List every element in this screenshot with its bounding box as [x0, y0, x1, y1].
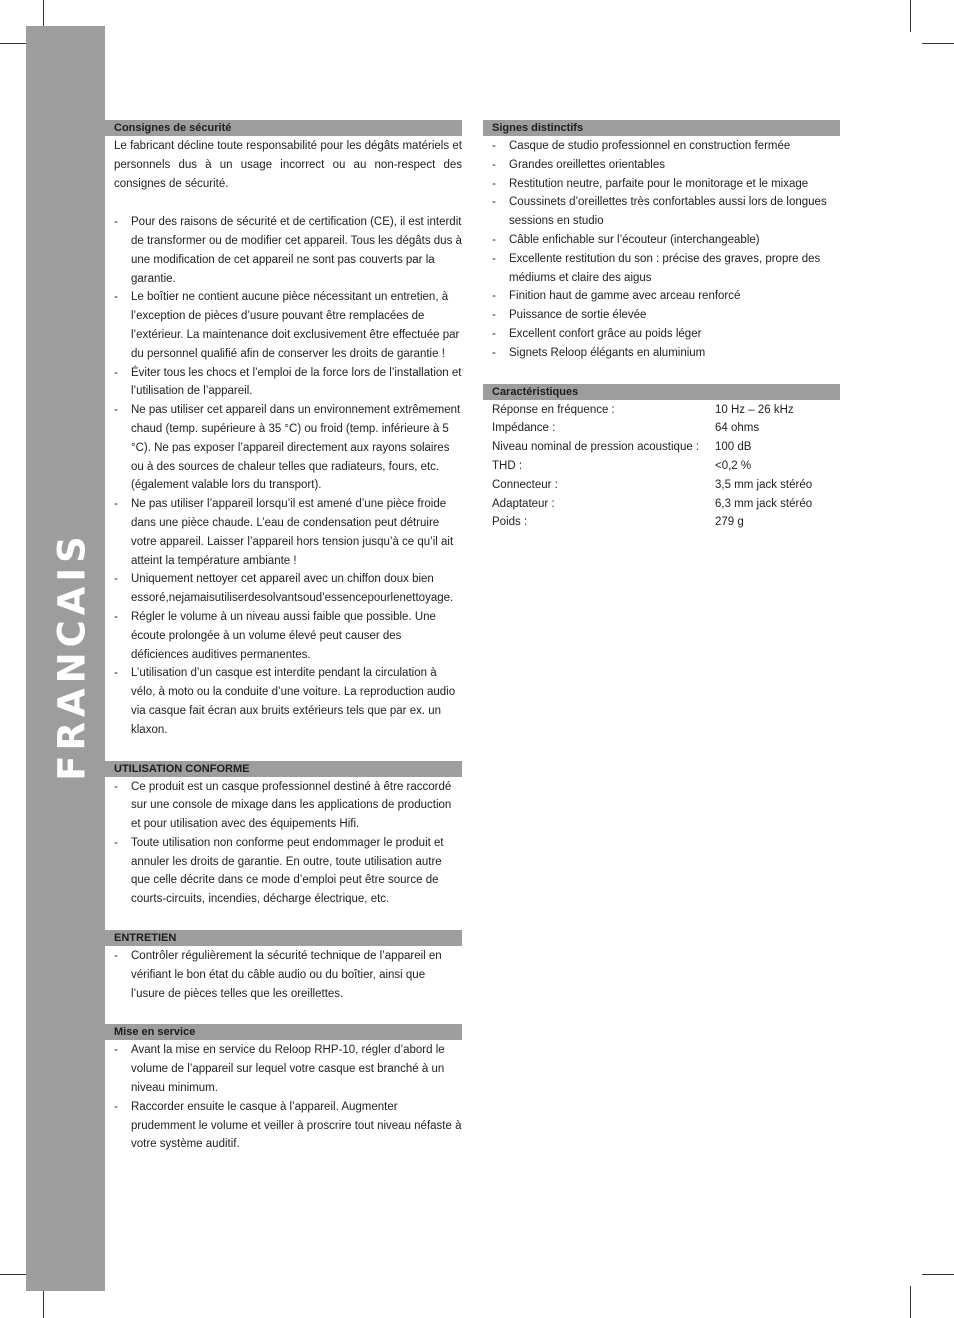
- specs-heading: Caractéristiques: [483, 384, 840, 400]
- intended-use-heading: UTILISATION CONFORME: [105, 761, 462, 777]
- spec-value: <0,2 %: [715, 459, 752, 472]
- crop-mark: [922, 1274, 954, 1275]
- list-item: - Excellent confort grâce au poids léger: [492, 327, 702, 340]
- list-item: - Contrôler régulièrement la sécurité technique de l’appareil en vérifiant le bon état du câble audio ou du boîtier, ainsi que l’usure de pièces telles que les oreillettes.: [114, 950, 442, 1000]
- list-item: - Régler le volume à un niveau aussi faible que possible. Une écoute prolongée à un volume élevé peut causer des déficiences auditives permanentes.: [114, 610, 436, 661]
- features-heading: Signes distinctifs: [483, 120, 840, 136]
- list-item: - Ce produit est un casque professionnel destiné à être raccordé sur une console de mixage dans les applications de production et pour utilisation avec des équipements Hifi.: [114, 780, 452, 831]
- specs-table: [483, 401, 840, 533]
- crop-mark: [910, 0, 911, 32]
- features-list: [483, 137, 840, 363]
- spec-row: [483, 457, 840, 476]
- list-item: - Ne pas utiliser l’appareil lorsqu’il est amené d’une pièce froide dans une pièce chaude. L’eau de condensation peut détruire votre appareil. Laisser l’appareil hors tension jusqu’à ce qu’il ait atteint la température ambiante !: [114, 498, 454, 567]
- list-item: - Restitution neutre, parfaite pour le monitorage et le mixage: [492, 177, 809, 190]
- spec-label: Poids :: [492, 516, 528, 529]
- list-item: - Avant la mise en service du Reloop RHP-10, régler d’abord le volume de l’appareil sur lequel votre casque est branché à un niveau minimum.: [114, 1044, 445, 1095]
- spec-value: 100 dB: [715, 441, 752, 454]
- spec-value: 64 ohms: [715, 422, 760, 435]
- safety-list: [105, 213, 462, 739]
- spec-label: Adaptateur :: [492, 497, 555, 510]
- list-item: - Le boîtier ne contient aucune pièce nécessitant un entretien, à l’exception de pièces d’usure pouvant être remplacées de l’extérieur. La maintenance doit exclusivement être effectuée par du personnel qualifié afin de conserver les droits de garantie !: [114, 291, 460, 360]
- spec-label: THD :: [492, 459, 523, 472]
- list-item: - Puissance de sortie élevée: [492, 309, 647, 322]
- spec-label: Impédance :: [492, 422, 556, 435]
- setup-list: [105, 1041, 462, 1154]
- list-item: - Raccorder ensuite le casque à l’appareil. Augmenter prudemment le volume et veiller à proscrire tout niveau néfaste à votre système auditif.: [114, 1100, 462, 1151]
- crop-mark: [910, 1286, 911, 1318]
- list-item: - Éviter tous les chocs et l’emploi de la force lors de l’installation et l’utilisation de l’appareil.: [114, 366, 462, 398]
- list-item: - Casque de studio professionnel en construction fermée: [492, 140, 791, 152]
- spec-row: [483, 476, 840, 495]
- list-item: - Signets Reloop élégants en aluminium: [492, 346, 706, 359]
- list-item: - Excellente restitution du son : précise des graves, propre des médiums et claire des aigus: [492, 252, 821, 284]
- list-item: - L’utilisation d’un casque est interdite pendant la circulation à vélo, à moto ou la conduite d’une voiture. La reproduction audio via casque fait écran aux bruits extérieurs tels que par ex. un klaxon.: [114, 667, 456, 736]
- list-item: - Grandes oreillettes orientables: [492, 158, 665, 171]
- maintenance-heading: ENTRETIEN: [105, 930, 462, 946]
- safety-intro: Le fabricant décline toute responsabilité pour les dégâts matériels et personnels dus à un usage incorrect ou au non-respect des consignes de sécurité.: [114, 140, 462, 190]
- list-item: - Finition haut de gamme avec arceau renforcé: [492, 290, 741, 303]
- right-column: [483, 120, 840, 532]
- spec-row: [483, 419, 840, 438]
- list-item: - Câble enfichable sur l’écouteur (interchangeable): [492, 233, 760, 246]
- list-item: - Uniquement nettoyer cet appareil avec un chiffon doux bien essoré,nejamaisutiliserdesolvantsoud’essencepourlenettoyage.: [114, 573, 454, 605]
- maintenance-list: [105, 947, 462, 1003]
- setup-heading: Mise en service: [105, 1024, 462, 1040]
- spec-value: 3,5 mm jack stéréo: [715, 478, 813, 491]
- list-item: - Ne pas utiliser cet appareil dans un environnement extrêmement chaud (temp. supérieure à 35 °C) ou froid (temp. inférieure à 5 °C). Ne pas exposer l’appareil directement aux rayons solaires ou à des sources de chaleur telles que radiateurs, fours, etc. (également valable lors du transport).: [114, 404, 461, 492]
- spec-label: Réponse en fréquence :: [492, 403, 615, 416]
- spec-label: Niveau nominal de pression acoustique :: [492, 441, 700, 454]
- intended-use-list: [105, 778, 462, 910]
- spec-value: 279 g: [715, 516, 744, 529]
- spec-value: 6,3 mm jack stéréo: [715, 497, 813, 510]
- spec-row: [483, 438, 840, 457]
- safety-heading: Consignes de sécurité: [105, 120, 462, 136]
- spec-label: Connecteur :: [492, 478, 558, 491]
- language-label: FRANCAIS: [50, 531, 94, 781]
- spec-row: [483, 495, 840, 514]
- list-item: - Coussinets d’oreillettes très confortables aussi lors de longues sessions en studio: [492, 196, 827, 228]
- spec-value: 10 Hz – 26 kHz: [715, 403, 794, 416]
- left-column: [105, 120, 462, 1154]
- list-item: - Toute utilisation non conforme peut endommager le produit et annuler les droits de garantie. En outre, toute utilisation autre que celle décrite dans ce mode d’emploi peut être source de courts-circuits, incendies, décharge électrique, etc.: [114, 836, 444, 906]
- list-item: - Pour des raisons de sécurité et de certification (CE), il est interdit de transformer ou de modifier cet appareil. Tous les dégâts dus à une modification de cet appareil ne sont pas couverts par la garantie.: [114, 216, 462, 285]
- spec-row: [483, 513, 840, 532]
- crop-mark: [922, 43, 954, 44]
- spec-row: [483, 401, 840, 420]
